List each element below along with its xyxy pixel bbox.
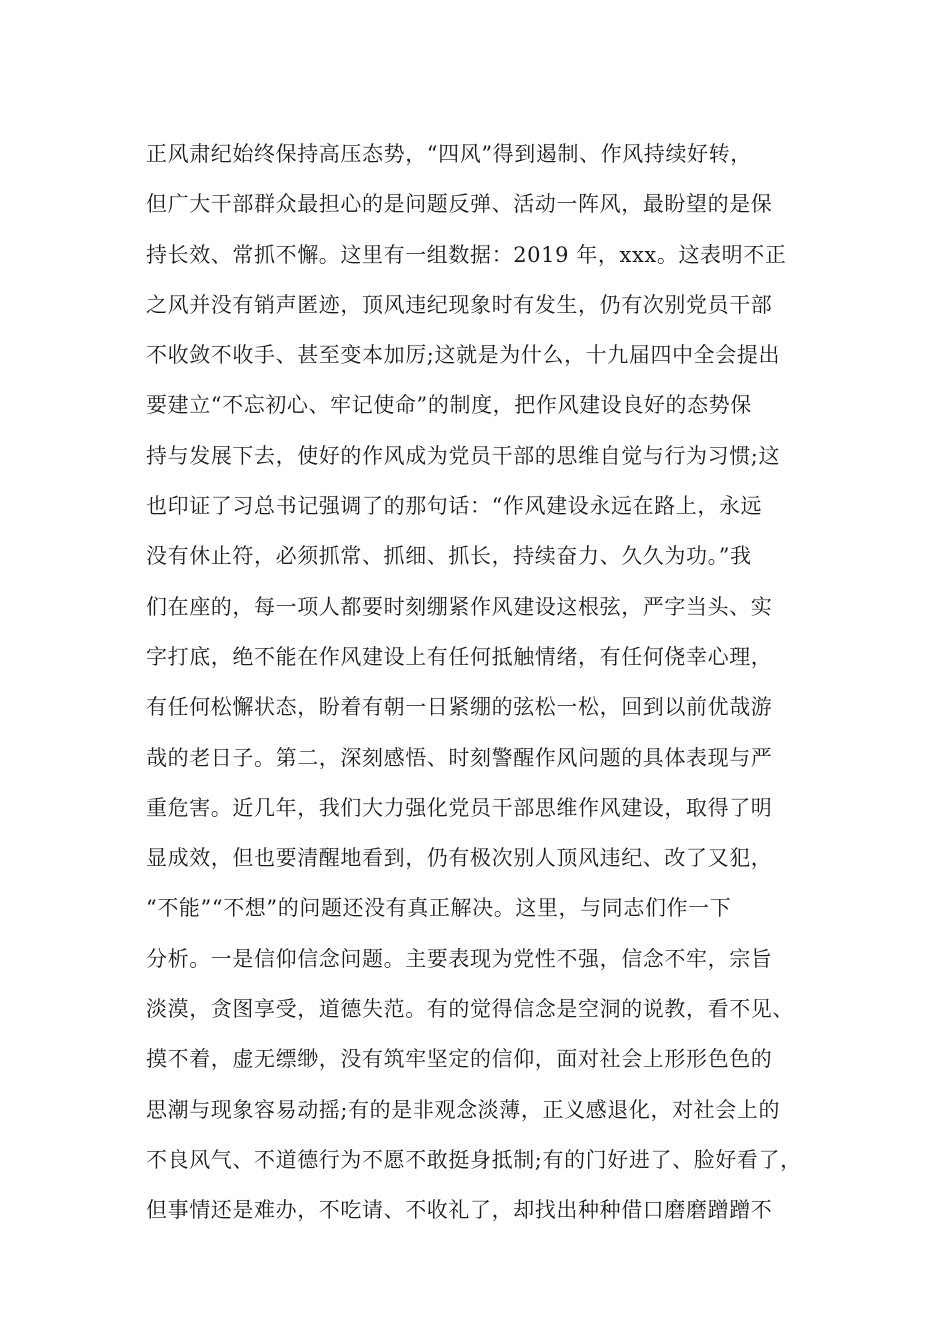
text-line: 正风肃纪始终保持高压态势，“四风”得到遏制、作风持续好转， [146, 142, 752, 166]
text-line: 之风并没有销声匿迹，顶风违纪现象时有发生，仍有次别党员干部 [146, 292, 773, 317]
text-line: “不能”“不想”的问题还没有真正解决。这里，与同志们作一下 [146, 896, 732, 921]
text-line: 显成效，但也要清醒地看到，仍有极次别人顶风违纪、改了又犯， [146, 846, 773, 871]
text-line: 分析。一是信仰信念问题。主要表现为党性不强，信念不牢，宗旨 [146, 946, 773, 971]
body-paragraph [146, 134, 836, 1241]
text-line: 持长效、常抓不懈。这里有一组数据：2019 年，xxx。这表明不正 [146, 242, 787, 267]
text-line: 哉的老日子。第二，深刻感悟、时刻警醒作风问题的具体表现与严 [146, 745, 773, 770]
text-line: 要建立“不忘初心、牢记使命”的制度，把作风建设良好的态势保 [146, 393, 752, 418]
text-line: 们在座的，每一项人都要时刻绷紧作风建设这根弦，严字当头、实 [146, 594, 773, 619]
text-line: 重危害。近几年，我们大力强化党员干部思维作风建设，取得了明 [146, 795, 773, 820]
text-line: 也印证了习总书记强调了的那句话：“作风建设永远在路上，永远 [146, 494, 763, 519]
text-line: 持与发展下去，使好的作风成为党员干部的思维自觉与行为习惯;这 [146, 443, 781, 468]
text-line: 但事情还是难办，不吃请、不收礼了，却找出种种借口磨磨蹭蹭不 [146, 1198, 773, 1223]
text-line: 淡漠，贪图享受，道德失范。有的觉得信念是空洞的说教，看不见、 [146, 997, 794, 1022]
text-line: 有任何松懈状态，盼着有朝一日紧绷的弦松一松，回到以前优哉游 [146, 695, 773, 720]
text-line: 思潮与现象容易动摇;有的是非观念淡薄，正义感退化，对社会上的 [146, 1097, 781, 1122]
text-line: 字打底，绝不能在作风建设上有任何抵触情绪，有任何侥幸心理， [146, 644, 773, 669]
text-line: 摸不着，虚无缥缈，没有筑牢坚定的信仰，面对社会上形形色色的 [146, 1047, 773, 1072]
text-line: 不良风气、不道德行为不愿不敢挺身抵制;有的门好进了、脸好看了， [146, 1147, 802, 1172]
text-line: 不收敛不收手、甚至变本加厉;这就是为什么，十九届四中全会提出 [146, 343, 781, 368]
text-line: 没有休止符，必须抓常、抓细、抓长，持续奋力、久久为功。”我 [146, 544, 752, 569]
text-line: 但广大干部群众最担心的是问题反弹、活动一阵风，最盼望的是保 [146, 192, 773, 217]
